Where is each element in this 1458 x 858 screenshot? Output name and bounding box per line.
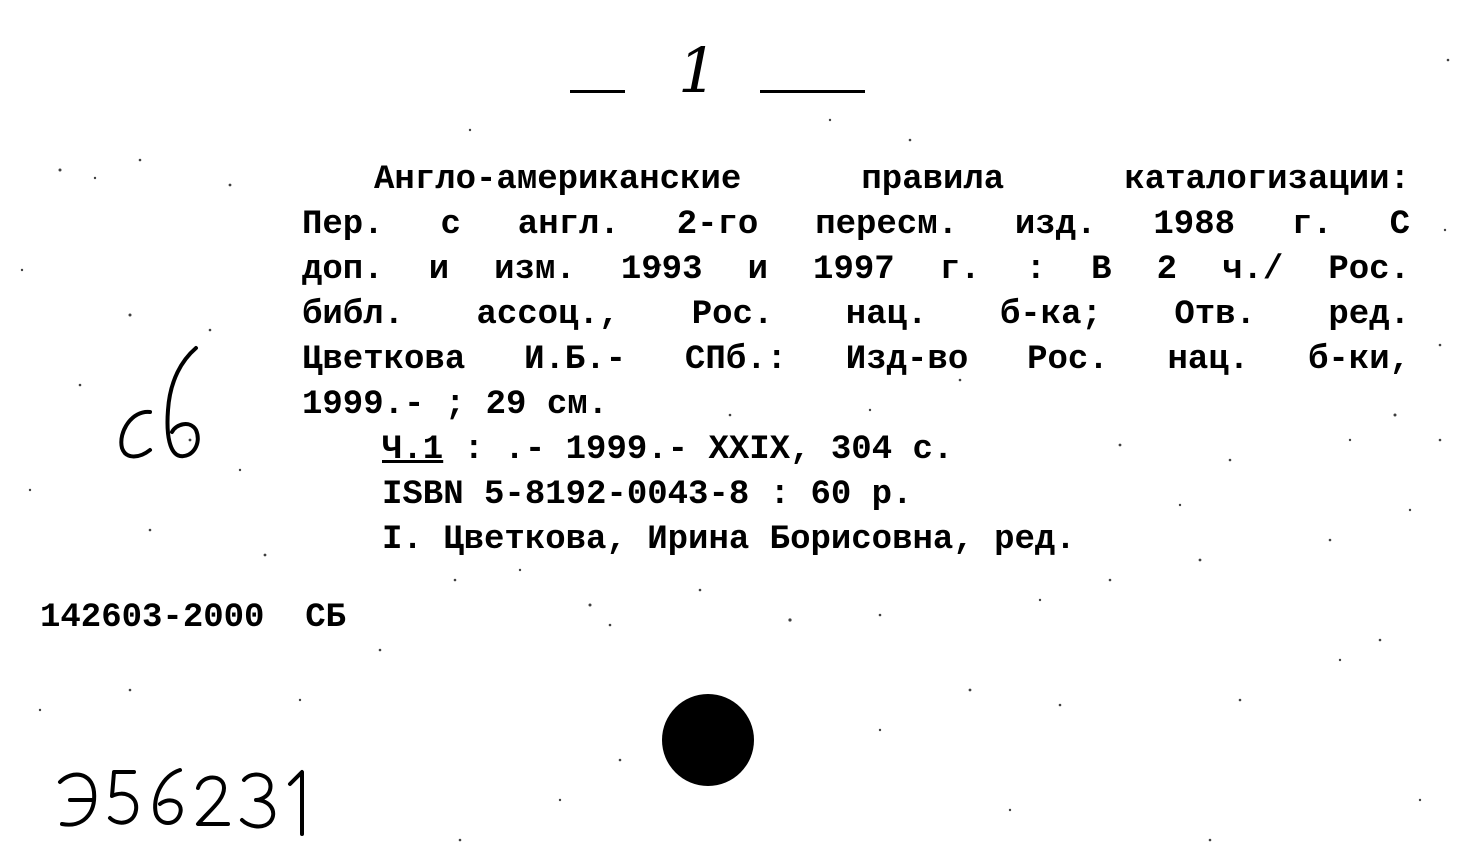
handwritten-sigla — [110, 340, 220, 470]
part-label: Ч.1 — [382, 431, 444, 469]
punch-hole — [662, 694, 754, 786]
accession-number: 142603-2000 СБ — [40, 599, 347, 637]
entry-heading-line: Англо-американские правила каталогизации: — [374, 161, 1410, 199]
entry-tracing-line: I. Цветкова, Ирина Борисовна, ред. — [382, 521, 1076, 559]
entry-part-line — [302, 428, 1410, 473]
page-number-dash-left — [570, 90, 625, 93]
page-number-dash-right — [760, 90, 865, 93]
part-details: : .- 1999.- XXIX, 304 с. — [443, 431, 954, 469]
catalog-entry — [302, 158, 1410, 563]
entry-line: Пер. с англ. 2-го пересм. изд. 1988 г. С — [302, 206, 1410, 244]
handwritten-inventory-number — [52, 762, 322, 842]
entry-line: библ. ассоц., Рос. нац. б-ка; Отв. ред. — [302, 296, 1410, 334]
entry-line: Цветкова И.Б.- СПб.: Изд-во Рос. нац. б-ки, — [302, 341, 1410, 379]
entry-line: 1999.- ; 29 см. — [302, 386, 609, 424]
page-number-mark — [570, 34, 870, 110]
entry-line: доп. и изм. 1993 и 1997 г. : В 2 ч./ Рос. — [302, 251, 1410, 289]
page-number: 1 — [678, 34, 718, 107]
entry-isbn-line: ISBN 5-8192-0043-8 : 60 р. — [382, 476, 913, 514]
